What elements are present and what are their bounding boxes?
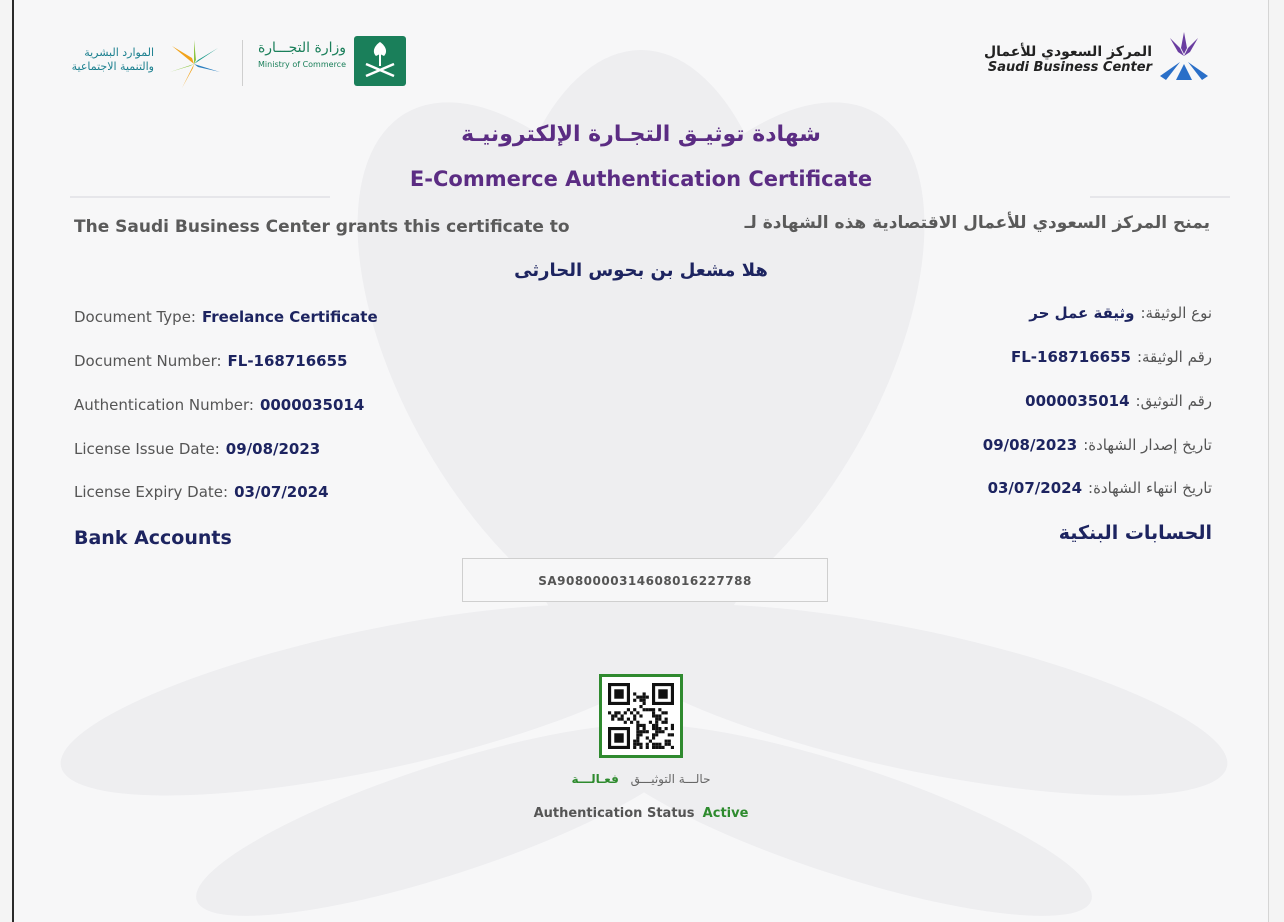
right-divider	[1090, 196, 1230, 198]
sbc-name-ar: المركز السعودي للأعمال	[984, 44, 1152, 60]
authentication-number-en	[74, 396, 364, 414]
field-value: Freelance Certificate	[202, 308, 378, 326]
certificate-holder-name: هلا مشعل بن بحوس الحارثى	[514, 260, 768, 281]
field-label: Authentication Number:	[74, 396, 254, 414]
certificate-title-ar: شهادة توثيـق التجـارة الإلكترونيـة	[461, 122, 821, 147]
field-value: 0000035014	[1025, 392, 1130, 410]
license-issue-date-en	[74, 440, 320, 458]
bank-accounts-heading-en: Bank Accounts	[74, 527, 232, 549]
grant-text-en: The Saudi Business Center grants this certificate to	[74, 217, 570, 237]
commerce-ministry-name-ar: وزارة التجـــارة	[257, 40, 346, 56]
document-number-ar	[1011, 348, 1212, 366]
hr-ministry-logo	[54, 38, 234, 90]
certificate-page	[12, 0, 1269, 922]
field-label: رقم الوثيقة:	[1136, 348, 1212, 366]
authentication-status-en	[14, 806, 1268, 821]
commerce-ministry-name-en: Ministry of Commerce	[258, 60, 346, 69]
license-expiry-date-ar	[988, 479, 1212, 497]
bank-accounts-heading-ar: الحسابات البنكية	[1058, 522, 1212, 544]
field-value: 09/08/2023	[982, 436, 1078, 454]
sbc-emblem-icon	[1156, 30, 1212, 84]
field-label: تاريخ إصدار الشهادة:	[1083, 436, 1212, 454]
iban-value: SA9080000314608016227788	[538, 574, 752, 588]
hr-ministry-name-line1: الموارد البشرية	[84, 46, 154, 59]
status-value-en: Active	[702, 806, 749, 821]
field-label: Document Type:	[74, 308, 196, 326]
sbc-name-en: Saudi Business Center	[987, 60, 1152, 75]
status-label-ar: حالـــة التوثيـــق	[630, 772, 711, 786]
field-label: License Issue Date:	[74, 440, 220, 458]
status-label-en: Authentication Status	[533, 806, 695, 821]
field-label: تاريخ انتهاء الشهادة:	[1088, 479, 1212, 497]
field-value: وثيقة عمل حر	[1029, 304, 1135, 322]
hr-ministry-name-line2: والتنمية الاجتماعية	[71, 60, 154, 73]
field-label: نوع الوثيقة:	[1140, 304, 1212, 322]
certificate-title-en: E-Commerce Authentication Certificate	[409, 167, 873, 191]
saudi-emblem-icon	[354, 36, 406, 86]
document-number-en	[74, 352, 348, 370]
field-value: 0000035014	[259, 396, 365, 414]
status-value-ar: فعـالـــة	[571, 772, 619, 786]
left-divider	[70, 196, 330, 198]
field-value: 09/08/2023	[225, 440, 321, 458]
saudi-business-center-logo	[984, 30, 1214, 86]
document-type-ar	[1029, 304, 1212, 322]
license-expiry-date-en	[74, 483, 329, 501]
commerce-ministry-logo	[252, 36, 412, 88]
license-issue-date-ar	[983, 436, 1212, 454]
field-value: FL-168716655	[1010, 348, 1131, 366]
field-value: 03/07/2024	[234, 483, 329, 501]
authentication-status-ar	[14, 772, 1268, 786]
authentication-number-ar	[1025, 392, 1212, 410]
field-label: License Expiry Date:	[74, 483, 229, 501]
field-value: 03/07/2024	[987, 479, 1083, 497]
qr-code-icon	[608, 683, 674, 749]
logo-separator	[242, 40, 243, 86]
iban-box	[462, 558, 828, 602]
field-label: رقم التوثيق:	[1135, 392, 1212, 410]
field-label: Document Number:	[74, 352, 222, 370]
hr-ministry-emblem-icon	[162, 38, 226, 90]
document-type-en	[74, 308, 378, 326]
field-value: FL-168716655	[227, 352, 348, 370]
qr-code[interactable]	[599, 674, 683, 758]
grant-text-ar: يمنح المركز السعودي للأعمال الاقتصادية هذه الشهادة لـ	[744, 213, 1210, 233]
